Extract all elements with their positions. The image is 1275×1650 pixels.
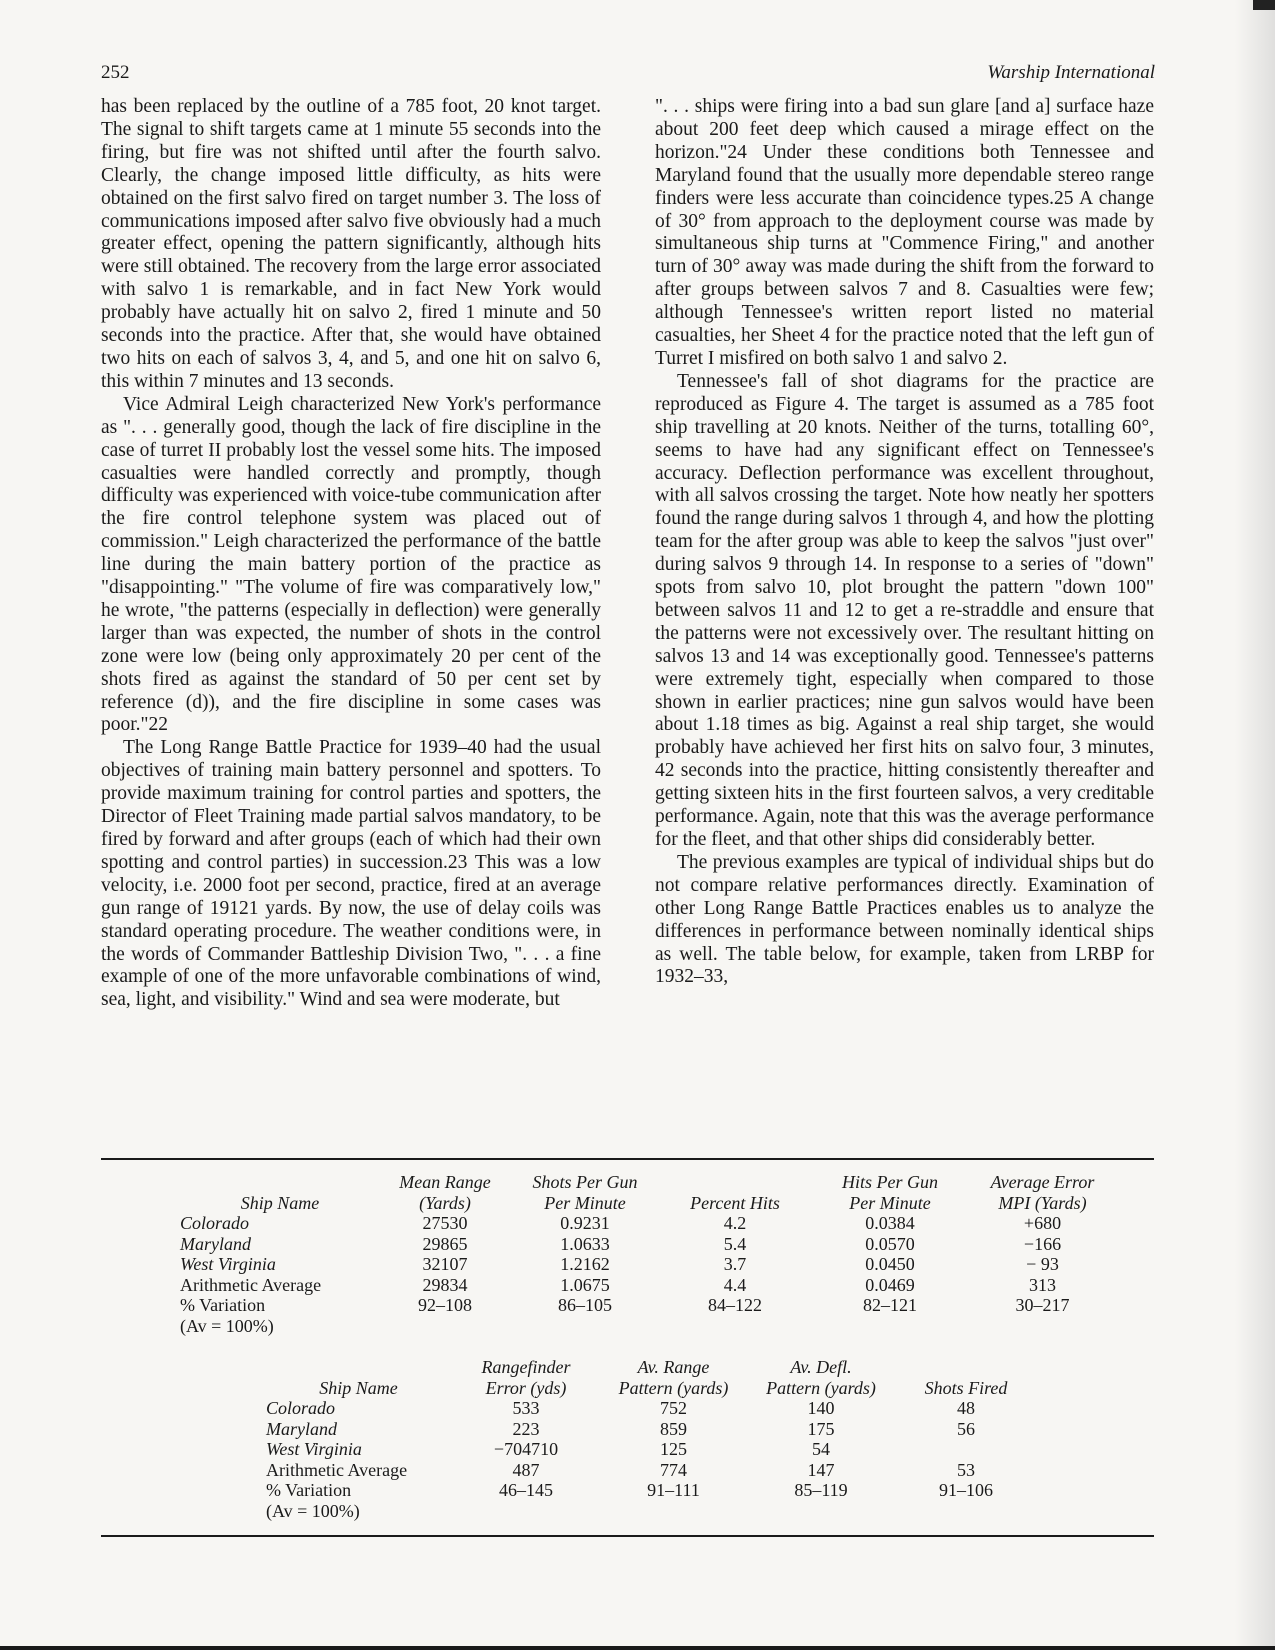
table-row: Arithmetic Average 487 774 147 53 <box>266 1459 975 1480</box>
table-row: Maryland 223 859 175 56 <box>266 1418 975 1439</box>
table-note-row <box>266 1501 1036 1522</box>
table-row: Maryland 29865 1.0633 5.4 0.0570 −166 <box>180 1233 1062 1254</box>
right-paragraph-1: ". . . ships were firing into a bad sun glare [and a] surface haze about 200 feet deep which caused a mirage effect on the horizon."24 Under these conditions both Tennessee and Maryland found that the usually more dependable stereo range finders were less accurate than coincidence types.25 A change of 30° from approach to the deployment course was made by simultaneous ship turns at "Commence Firing," and another turn of 30° away was made during the shift from the forward to after groups between salvos 7 and 8. Casualties were few; although Tennessee's written report listed no material casualties, her Sheet 4 for the practice noted that the left gun of Turret I misfired on both salvo 1 and salvo 2. <box>655 96 1154 369</box>
page-number: 252 <box>101 62 130 83</box>
table-row: % Variation 92–108 86–105 84–122 82–121 30–217 <box>180 1295 1070 1315</box>
table-note-row <box>180 1316 1115 1337</box>
right-paragraph-3: The previous examples are typical of individual ships but do not compare relative performances directly. Examination of other Long Range Battle Practices enables us to analyze the differences in performance between nominally identical ships as well. The table below, for example, taken from LRBP for 1932–33, <box>655 851 1154 988</box>
table-header-row <box>266 1357 1036 1398</box>
table-row: Arithmetic Average 29834 1.0675 4.4 0.0469 313 <box>180 1274 1056 1295</box>
page-corner-mark <box>1253 0 1275 10</box>
header-av-range-pattern: Av. Range Pattern (yards) <box>618 1357 729 1398</box>
table-bottom-rule <box>101 1535 1154 1537</box>
table-row: West Virginia 32107 1.2162 3.7 0.0450 − 93 <box>180 1254 1059 1274</box>
table-header-row <box>180 1172 1115 1213</box>
header-shots-fired: Shots Fired <box>924 1377 1008 1398</box>
scan-edge-bar <box>0 1646 1275 1650</box>
table-row: Colorado 27530 0.9231 4.2 0.0384 +680 <box>180 1213 1062 1233</box>
header-av-defl-pattern: Av. Defl. Pattern (yards) <box>766 1357 876 1398</box>
table-row: West Virginia −704710 125 54 <box>266 1439 830 1459</box>
header-average-error: Average Error MPI (Yards) <box>990 1172 1095 1213</box>
left-paragraph-3: The Long Range Battle Practice for 1939–40 had the usual objectives of training main battery personnel and spotters. To provide maximum training for control parties and spotters, the Director of Fleet Training made partial salvos mandatory, to be fired by forward and after groups (each of which had their own spotting and control parties) in succession.23 This was a low velocity, i.e. 2000 foot per second, practice, fired at an average gun range of 19121 yards. By now, the use of delay coils was standard operating procedure. The weather conditions were, in the words of Commander Battleship Division Two, ". . . a fine example of one of the more unfavorable combinations of wind, sea, light, and visibility." Wind and sea were moderate, but <box>101 737 601 1011</box>
right-column <box>655 96 1154 989</box>
table-top-rule <box>101 1158 1154 1160</box>
left-paragraph-2: Vice Admiral Leigh characterized New York's performance as ". . . generally good, though the lack of fire discipline in the case of turret II probably lost the vessel some hits. The imposed casualties were handled correctly and promptly, though difficulty was experienced with voice-tube communication after the fire control telephone system was placed out of commission." Leigh characterized the performance of the battle line during the main battery portion of the practice as "disappointing." "The volume of fire was comparatively low," he wrote, "the patterns (especially in deflection) were generally larger than was expected, the number of shots in the control zone were low (being only approximately 20 per cent of the shots fired as against the standard of 50 per cent set by reference (d)), and the fire discipline in some cases was poor."22 <box>101 393 601 736</box>
header-shots-per-gun: Shots Per Gun Per Minute <box>532 1172 638 1213</box>
left-paragraph-1: has been replaced by the outline of a 785 foot, 20 knot target. The signal to shift targets came at 1 minute 55 seconds into the firing, but fire was not shifted until after the fourth salvo. Clearly, the change imposed little difficulty, as hits were obtained on the first salvo fired on target number 3. The loss of communications imposed after salvo five obviously had a much greater effect, opening the pattern significantly, although hits were still obtained. The recovery from the large error associated with salvo 1 is remarkable, and in fact New York would probably have actually hit on salvo 2, fired 1 minute and 50 seconds into the practice. After that, she would have obtained two hits on each of salvos 3, 4, and 5, and one hit on salvo 6, this within 7 minutes and 13 seconds. <box>101 96 601 392</box>
lrbp-table-1 <box>180 1172 1115 1336</box>
table-note: (Av = 100%) <box>266 1500 360 1521</box>
header-percent-hits: Percent Hits <box>690 1192 780 1213</box>
header-rangefinder-error: Rangefinder Error (yds) <box>481 1357 571 1398</box>
lrbp-table-2 <box>266 1357 1036 1521</box>
table-row: Colorado 533 752 140 48 <box>266 1398 975 1418</box>
header-mean-range: Mean Range (Yards) <box>399 1172 491 1213</box>
right-paragraph-2: Tennessee's fall of shot diagrams for the practice are reproduced as Figure 4. The target is assumed as a 785 foot ship travelling at 20 knots. Neither of the turns, totalling 60°, seems to have had any significant effect on Tennessee's accuracy. Deflection performance was excellent throughout, with all salvos crossing the target. Note how neatly her spotters found the range during salvos 1 through 4, and how the plotting team for the after group was able to keep the salvos "just over" during salvos 9 through 14. In response to a series of "down" spots from salvo 10, plot brought the pattern "down 100" between salvos 11 and 12 to get a re-straddle and ensure that the patterns were not excessively over. The resultant hitting on salvos 13 and 14 was exceptionally good. Tennessee's patterns were extremely tight, especially when compared to those shown in earlier practices; nine gun salvos would have been about 1.18 times as big. Against a real ship target, she would probably have achieved her first hits on salvo four, 3 minutes, 42 seconds into the practice, hitting consistently thereafter and getting sixteen hits in the first fourteen salvos, a very creditable performance. Again, note that this was the average performance for the fleet, and that other ships did considerably better. <box>655 370 1154 850</box>
left-column <box>101 96 601 1012</box>
table-note: (Av = 100%) <box>180 1315 274 1336</box>
header-ship-name: Ship Name <box>319 1377 398 1398</box>
header-hits-per-gun: Hits Per Gun Per Minute <box>842 1172 938 1213</box>
table-row: % Variation 46–145 91–111 85–119 91–106 <box>266 1480 993 1500</box>
page-edge-shadow <box>1235 0 1275 1650</box>
header-ship-name: Ship Name <box>240 1192 320 1213</box>
journal-title: Warship International <box>987 62 1155 83</box>
